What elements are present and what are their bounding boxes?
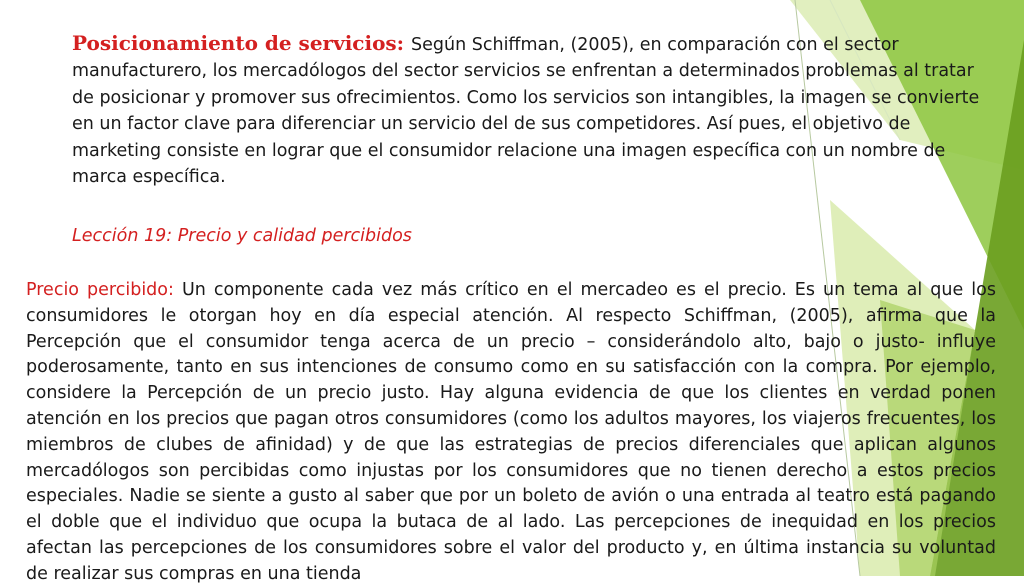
section-precio-percibido: [26, 278, 996, 588]
section-body-posicionamiento: Según Schiffman, (2005), en comparación con el sector manufacturero, los mercadólogos del sector servicios se enfrentan a determinados problemas al tratar de posicionar y promover sus ofrecimientos. Como los servicios son intangibles, la imagen se convierte en un factor clave para diferenciar un servicio del de sus competidores. Así pues, el objetivo de marketing consiste en lograr que el consumidor relacione una imagen específica con un nombre de marca específica.: [72, 35, 980, 188]
lesson-title: Lección 19: Precio y calidad percibidos: [72, 226, 412, 246]
section-heading-posicionamiento: Posicionamiento de servicios:: [72, 31, 412, 55]
section-body-precio-percibido: Un componente cada vez más crítico en el mercadeo es el precio. Es un tema al que los consumidores le otorgan hoy en día especial atención. Al respecto Schiffman, (2005), afirma que la Percepción que el consumidor tenga acerca de un precio – considerándolo alto, bajo o justo- influye poderosamente, tanto en sus intenciones de consumo como en su satisfacción con la compra. Por ejemplo, considere la Percepción de un precio justo. Hay alguna evidencia de que los clientes en verdad ponen atención en los precios que pagan otros consumidores (como los adultos mayores, los viajeros frecuentes, los miembros de clubes de afinidad) y de que las estrategias de precios diferenciales que aplican algunos mercadólogos son percibidas como injustas por los consumidores que no tienen derecho a estos precios especiales. Nadie se siente a gusto al saber que por un boleto de avión o una entrada al teatro está pagando el doble que el individuo que ocupa la butaca de al lado. Las percepciones de inequidad en los precios afectan las percepciones de los consumidores sobre el valor del producto y, en última instancia su voluntad de realizar sus compras en una tienda: [26, 280, 996, 584]
section-posicionamiento: [72, 30, 994, 190]
section-label-precio-percibido: Precio percibido:: [26, 280, 182, 300]
